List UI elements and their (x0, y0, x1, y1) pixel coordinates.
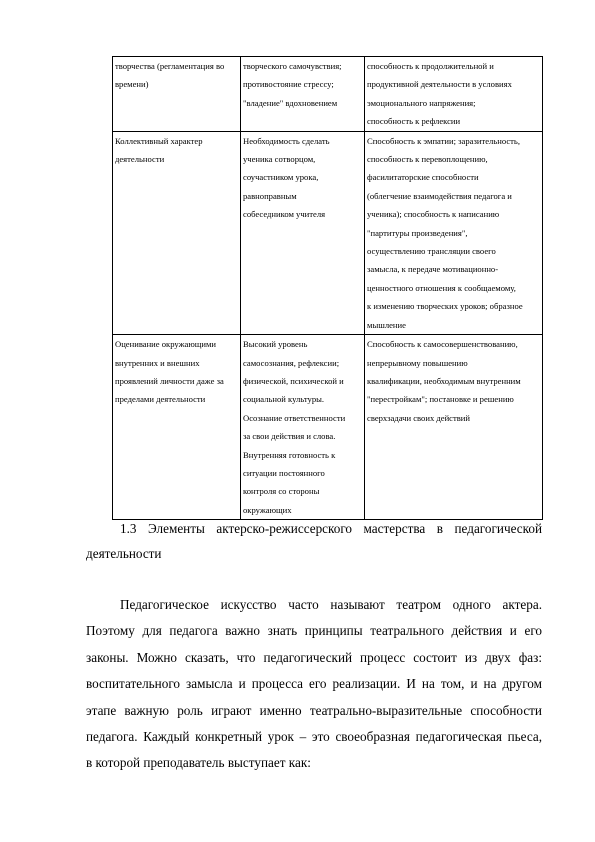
cell-line: противостояние стрессу; (243, 79, 334, 90)
cell-line: Способность к эмпатии; заразительность, (367, 135, 520, 146)
cell-line: проявлений личности даже за (115, 375, 224, 386)
table-cell (241, 131, 365, 334)
cell-line: Высокий уровень (243, 339, 308, 350)
cell-line: Оценивание окружающими (115, 339, 217, 350)
table-cell (241, 57, 365, 132)
paragraph-line: Поэтому для педагога важно знать принципы театрального действия и его (86, 623, 542, 639)
cell-line: к изменению творческих уроков; образное (367, 301, 523, 312)
table-cell (365, 57, 543, 132)
table-cell (113, 57, 241, 132)
cell-line: за свои действия и слова. (243, 431, 336, 442)
cell-line: Внутренняя готовность к (243, 449, 336, 460)
paragraph-line: в которой преподаватель выступает как: (86, 755, 311, 771)
cell-line: окружающих (243, 504, 292, 515)
cell-line: Способность к самосовершенствованию, (367, 339, 518, 350)
cell-line: продуктивной деятельности в условиях (367, 79, 512, 90)
cell-line: способность к рефлексии (367, 116, 461, 127)
table-cell (113, 131, 241, 334)
paragraph-line: Педагогическое искусство часто называют театром одного актера. (120, 597, 542, 612)
cell-line: способность к перевоплощению, (367, 154, 488, 165)
cell-line: внутренних и внешних (115, 357, 200, 368)
table-row (113, 335, 543, 520)
cell-line: осуществлению трансляции своего (367, 246, 496, 257)
cell-line: замысла, к передаче мотивационно- (367, 264, 499, 275)
table-row (113, 131, 543, 334)
body-paragraph (86, 592, 542, 777)
cell-line: равноправным (243, 190, 297, 201)
cell-line: "перестройкам"; постановке и решению (367, 394, 514, 405)
cell-line: физической, психической и (243, 375, 344, 386)
cell-line: Осознание ответственности (243, 412, 346, 423)
cell-line: фасилитаторские способности (367, 172, 479, 183)
cell-line: квалификации, необходимым внутренним (367, 375, 521, 386)
cell-line: "владение" вдохновением (243, 97, 338, 108)
cell-line: соучастником урока, (243, 172, 319, 183)
cell-line: мышление (367, 319, 406, 330)
cell-line: сверхзадачи своих действий (367, 412, 471, 423)
cell-line: ученика); способность к написанию (367, 209, 500, 220)
requirements-table (112, 56, 543, 520)
cell-line: собеседником учителя (243, 209, 326, 220)
cell-line: ситуации постоянного (243, 467, 325, 478)
cell-line: контроля со стороны (243, 486, 320, 497)
cell-line: творческого самочувствия; (243, 61, 342, 71)
cell-line: (облегчение взаимодействия педагога и (367, 190, 512, 201)
cell-line: творчества (регламентация во (115, 61, 225, 71)
cell-line: деятельности (115, 154, 165, 165)
heading-line: деятельности (86, 546, 162, 561)
heading-line: 1.3 Элементы актерско-режиссерского мастерства в педагогической (120, 521, 542, 536)
paragraph-line: педагога. Каждый конкретный урок – это своеобразная педагогическая пьеса, (86, 729, 542, 745)
paragraph-line: воспитательного замысла и процесса его реализации. И на том, и на другом (86, 676, 542, 692)
cell-line: ценностного отношения к сообщаемому, (367, 282, 516, 293)
table-cell (365, 131, 543, 334)
table-cell (113, 335, 241, 520)
cell-line: самосознания, рефлексии; (243, 357, 340, 368)
cell-line: пределами деятельности (115, 394, 206, 405)
cell-line: Необходимость сделать (243, 135, 330, 146)
cell-line: непрерывному повышению (367, 357, 468, 368)
section-heading (86, 516, 542, 566)
table-cell (365, 335, 543, 520)
paragraph-line: этапе важную роль играют именно театрально-выразительные способности (86, 702, 542, 718)
cell-line: способность к продолжительной и (367, 61, 494, 71)
cell-line: "партитуры произведения", (367, 227, 468, 238)
paragraph-line: законы. Можно сказать, что педагогический процесс состоит из двух фаз: (86, 649, 542, 665)
cell-line: социальной культуры. (243, 394, 325, 405)
table-row (113, 57, 543, 132)
cell-line: Коллективный характер (115, 135, 203, 146)
table-cell (241, 335, 365, 520)
cell-line: ученика сотворцом, (243, 154, 316, 165)
cell-line: времени) (115, 79, 149, 90)
cell-line: эмоционального напряжения; (367, 97, 476, 108)
